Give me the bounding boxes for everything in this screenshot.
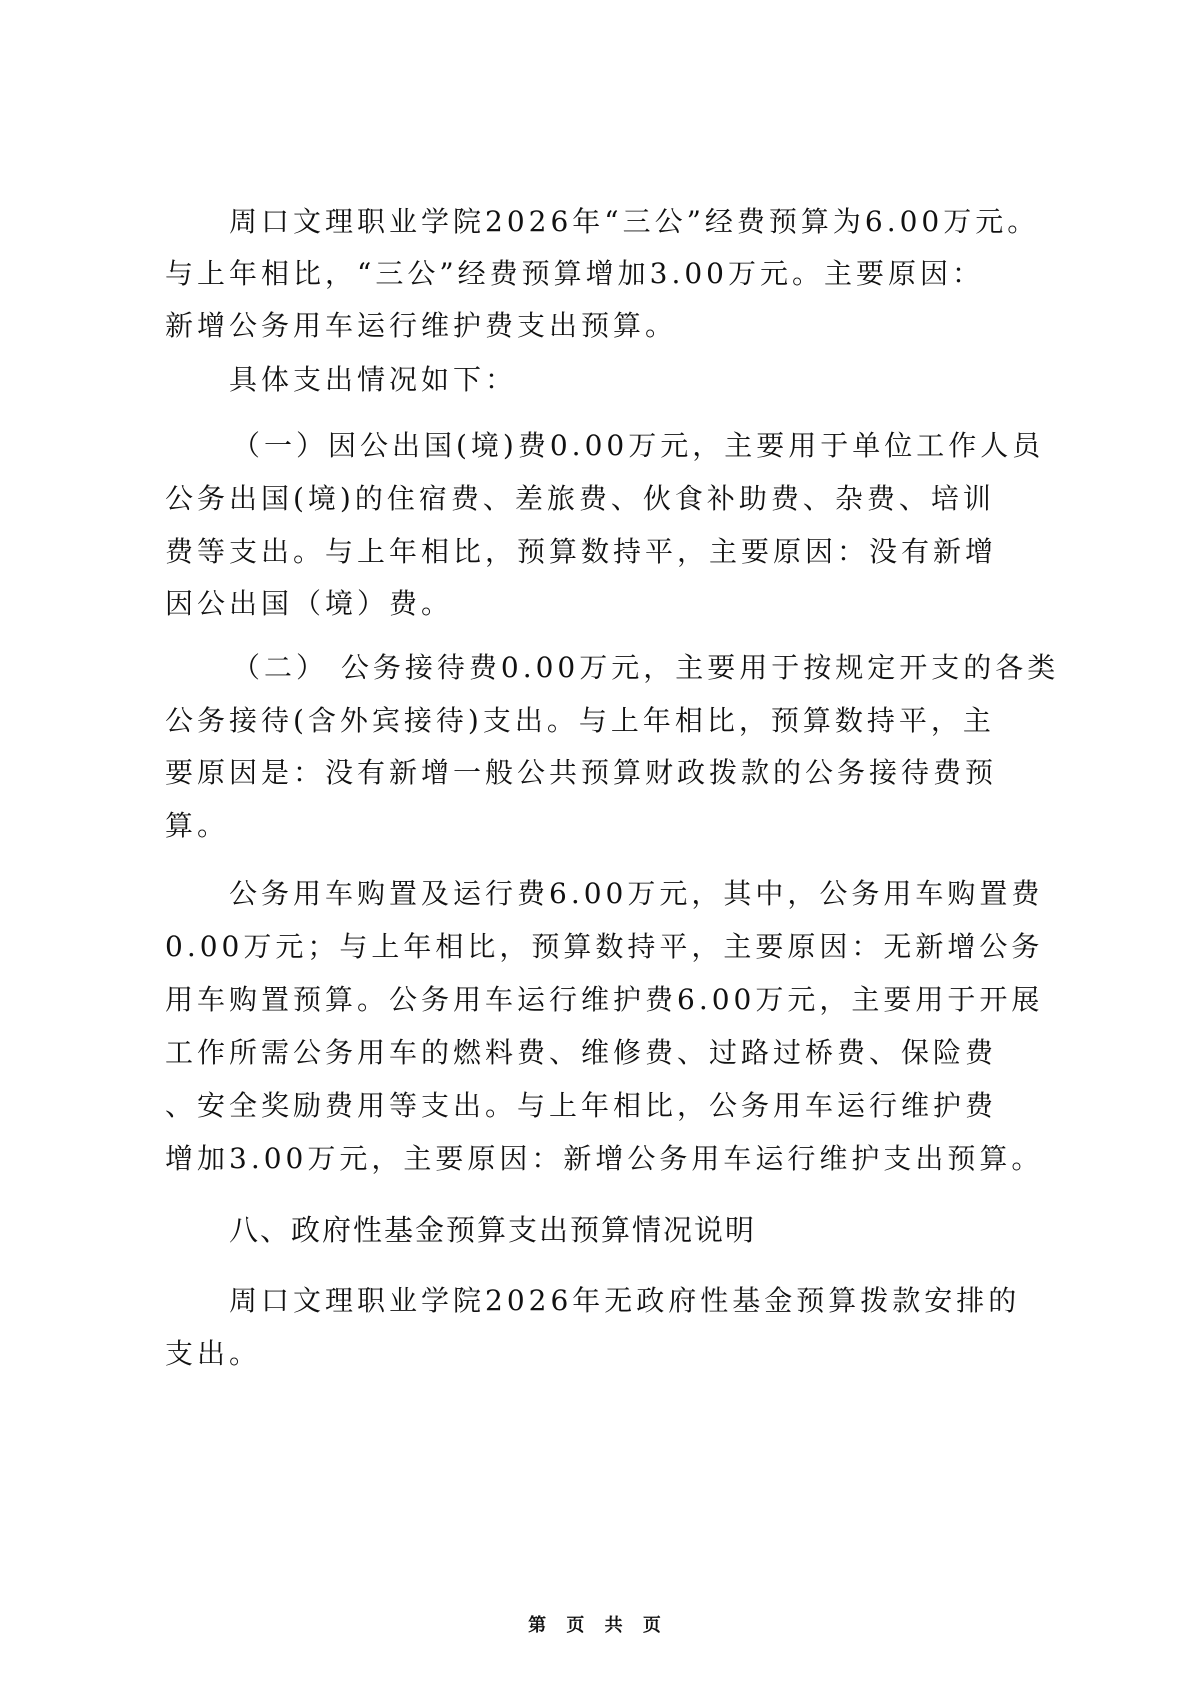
paragraph-line: （一）因公出国(境)费0.00万元，主要用于单位工作人员	[232, 429, 1045, 462]
paragraph-line: 因公出国（境）费。	[165, 587, 454, 620]
paragraph-line: 算。	[165, 809, 230, 842]
paragraph-line: 要原因是：没有新增一般公共预算财政拨款的公务接待费预	[165, 756, 998, 789]
paragraph-line: 、安全奖励费用等支出。与上年相比，公务用车运行维护费	[165, 1089, 998, 1122]
section-heading: 八、政府性基金预算支出预算情况说明	[229, 1213, 757, 1247]
paragraph-line: 周口文理职业学院2026年无政府性基金预算拨款安排的	[229, 1284, 1021, 1317]
paragraph-line: 具体支出情况如下：	[229, 363, 518, 396]
paragraph-line: 新增公务用车运行维护费支出预算。	[165, 309, 678, 342]
page-footer: 第 页 共 页	[528, 1615, 663, 1636]
paragraph-line: 增加3.00万元，主要原因：新增公务用车运行维护支出预算。	[165, 1142, 1044, 1175]
paragraph-line: 用车购置预算。公务用车运行维护费6.00万元，主要用于开展	[165, 983, 1044, 1016]
paragraph-line: （二） 公务接待费0.00万元，主要用于按规定开支的各类	[232, 651, 1060, 684]
paragraph-line: 公务出国(境)的住宿费、差旅费、伙食补助费、杂费、培训	[165, 482, 995, 515]
paragraph-line: 0.00万元；与上年相比，预算数持平，主要原因：无新增公务	[165, 930, 1044, 963]
paragraph-line: 与上年相比，“三公”经费预算增加3.00万元。主要原因：	[165, 257, 984, 290]
paragraph-line: 费等支出。与上年相比，预算数持平，主要原因：没有新增	[165, 535, 998, 568]
paragraph-line: 周口文理职业学院2026年“三公”经费预算为6.00万元。	[229, 205, 1040, 238]
paragraph-line: 公务用车购置及运行费6.00万元，其中，公务用车购置费	[229, 877, 1044, 910]
paragraph-line: 公务接待(含外宾接待)支出。与上年相比，预算数持平，主	[165, 704, 995, 737]
paragraph-line: 工作所需公务用车的燃料费、维修费、过路过桥费、保险费	[165, 1036, 998, 1069]
paragraph-line: 支出。	[165, 1337, 262, 1370]
